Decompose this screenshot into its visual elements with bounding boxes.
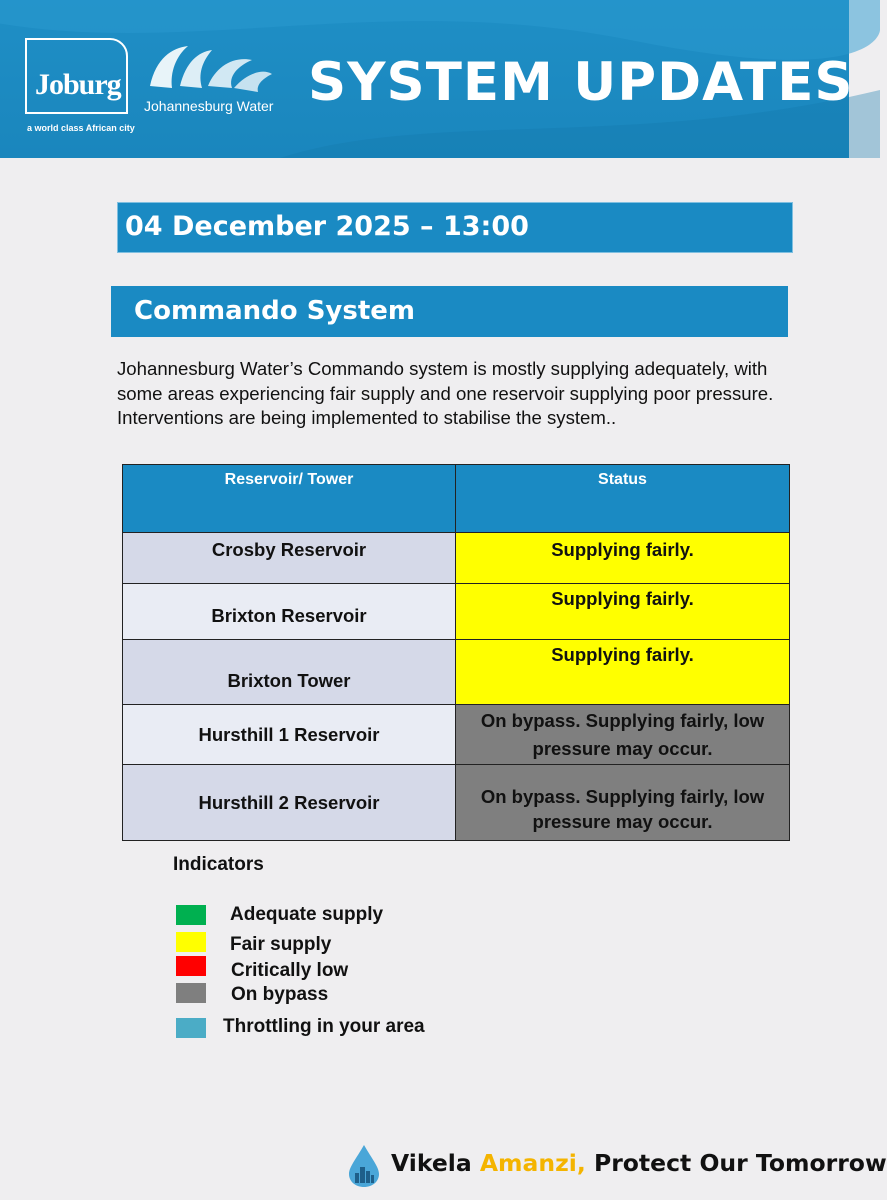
system-name: Commando System	[134, 296, 416, 326]
johannesburg-water-name: Johannesburg Water	[144, 98, 274, 114]
slogan-part-2: Protect Our Tomorrow	[585, 1149, 887, 1177]
legend-swatch-critical	[176, 956, 206, 976]
legend-swatch-fair	[176, 932, 206, 952]
column-header-status: Status	[456, 465, 790, 533]
table-row	[123, 533, 790, 584]
legend-label-bypass: On bypass	[231, 984, 329, 1005]
joburg-tagline: a world class African city	[27, 123, 135, 133]
legend-label-adequate: Adequate supply	[230, 904, 384, 925]
status-cell: On bypass. Supplying fairly, low pressure may occur.	[456, 765, 790, 841]
system-summary: Johannesburg Water’s Commando system is mostly supplying adequately, with some areas experiencing fair supply and one reservoir supplying poor pressure. Interventions are being implemented to stabilise the system..	[117, 358, 774, 428]
page-header	[0, 0, 854, 158]
reservoir-name: Crosby Reservoir	[123, 533, 456, 584]
reservoir-name: Hursthill 2 Reservoir	[123, 765, 456, 841]
table-row	[123, 640, 790, 705]
joburg-logo-text: Joburg	[35, 68, 121, 101]
reservoir-name: Brixton Reservoir	[123, 584, 456, 640]
status-cell: On bypass. Supplying fairly, low pressure may occur.	[456, 705, 790, 765]
johannesburg-water-logo-icon	[142, 38, 276, 100]
reservoir-name: Hursthill 1 Reservoir	[123, 705, 456, 765]
legend-swatch-throttling	[176, 1018, 206, 1038]
slogan-accent: Amanzi,	[479, 1149, 586, 1177]
water-drop-icon	[346, 1143, 382, 1189]
legend-label-fair: Fair supply	[230, 934, 332, 955]
legend-label-critical: Critically low	[231, 960, 349, 981]
system-banner	[111, 286, 788, 337]
table-row	[123, 765, 790, 841]
slogan-part-1: Vikela	[391, 1149, 480, 1177]
status-cell: Supplying fairly.	[456, 533, 790, 584]
status-cell: Supplying fairly.	[456, 640, 790, 705]
table-row	[123, 705, 790, 765]
legend-swatch-bypass	[176, 983, 206, 1003]
table-row	[123, 584, 790, 640]
date-banner	[117, 202, 793, 253]
legend-label-throttling: Throttling in your area	[223, 1016, 425, 1037]
indicators-heading: Indicators	[173, 854, 264, 875]
column-header-reservoir: Reservoir/ Tower	[123, 465, 456, 533]
reservoir-status-table	[122, 464, 790, 841]
status-cell: Supplying fairly.	[456, 584, 790, 640]
page-title: SYSTEM UPDATES	[308, 52, 854, 113]
table-header-row	[123, 465, 790, 533]
footer-slogan	[391, 1149, 887, 1177]
update-datetime: 04 December 2025 – 13:00	[125, 211, 529, 242]
reservoir-name: Brixton Tower	[123, 640, 456, 705]
legend-swatch-adequate	[176, 905, 206, 925]
